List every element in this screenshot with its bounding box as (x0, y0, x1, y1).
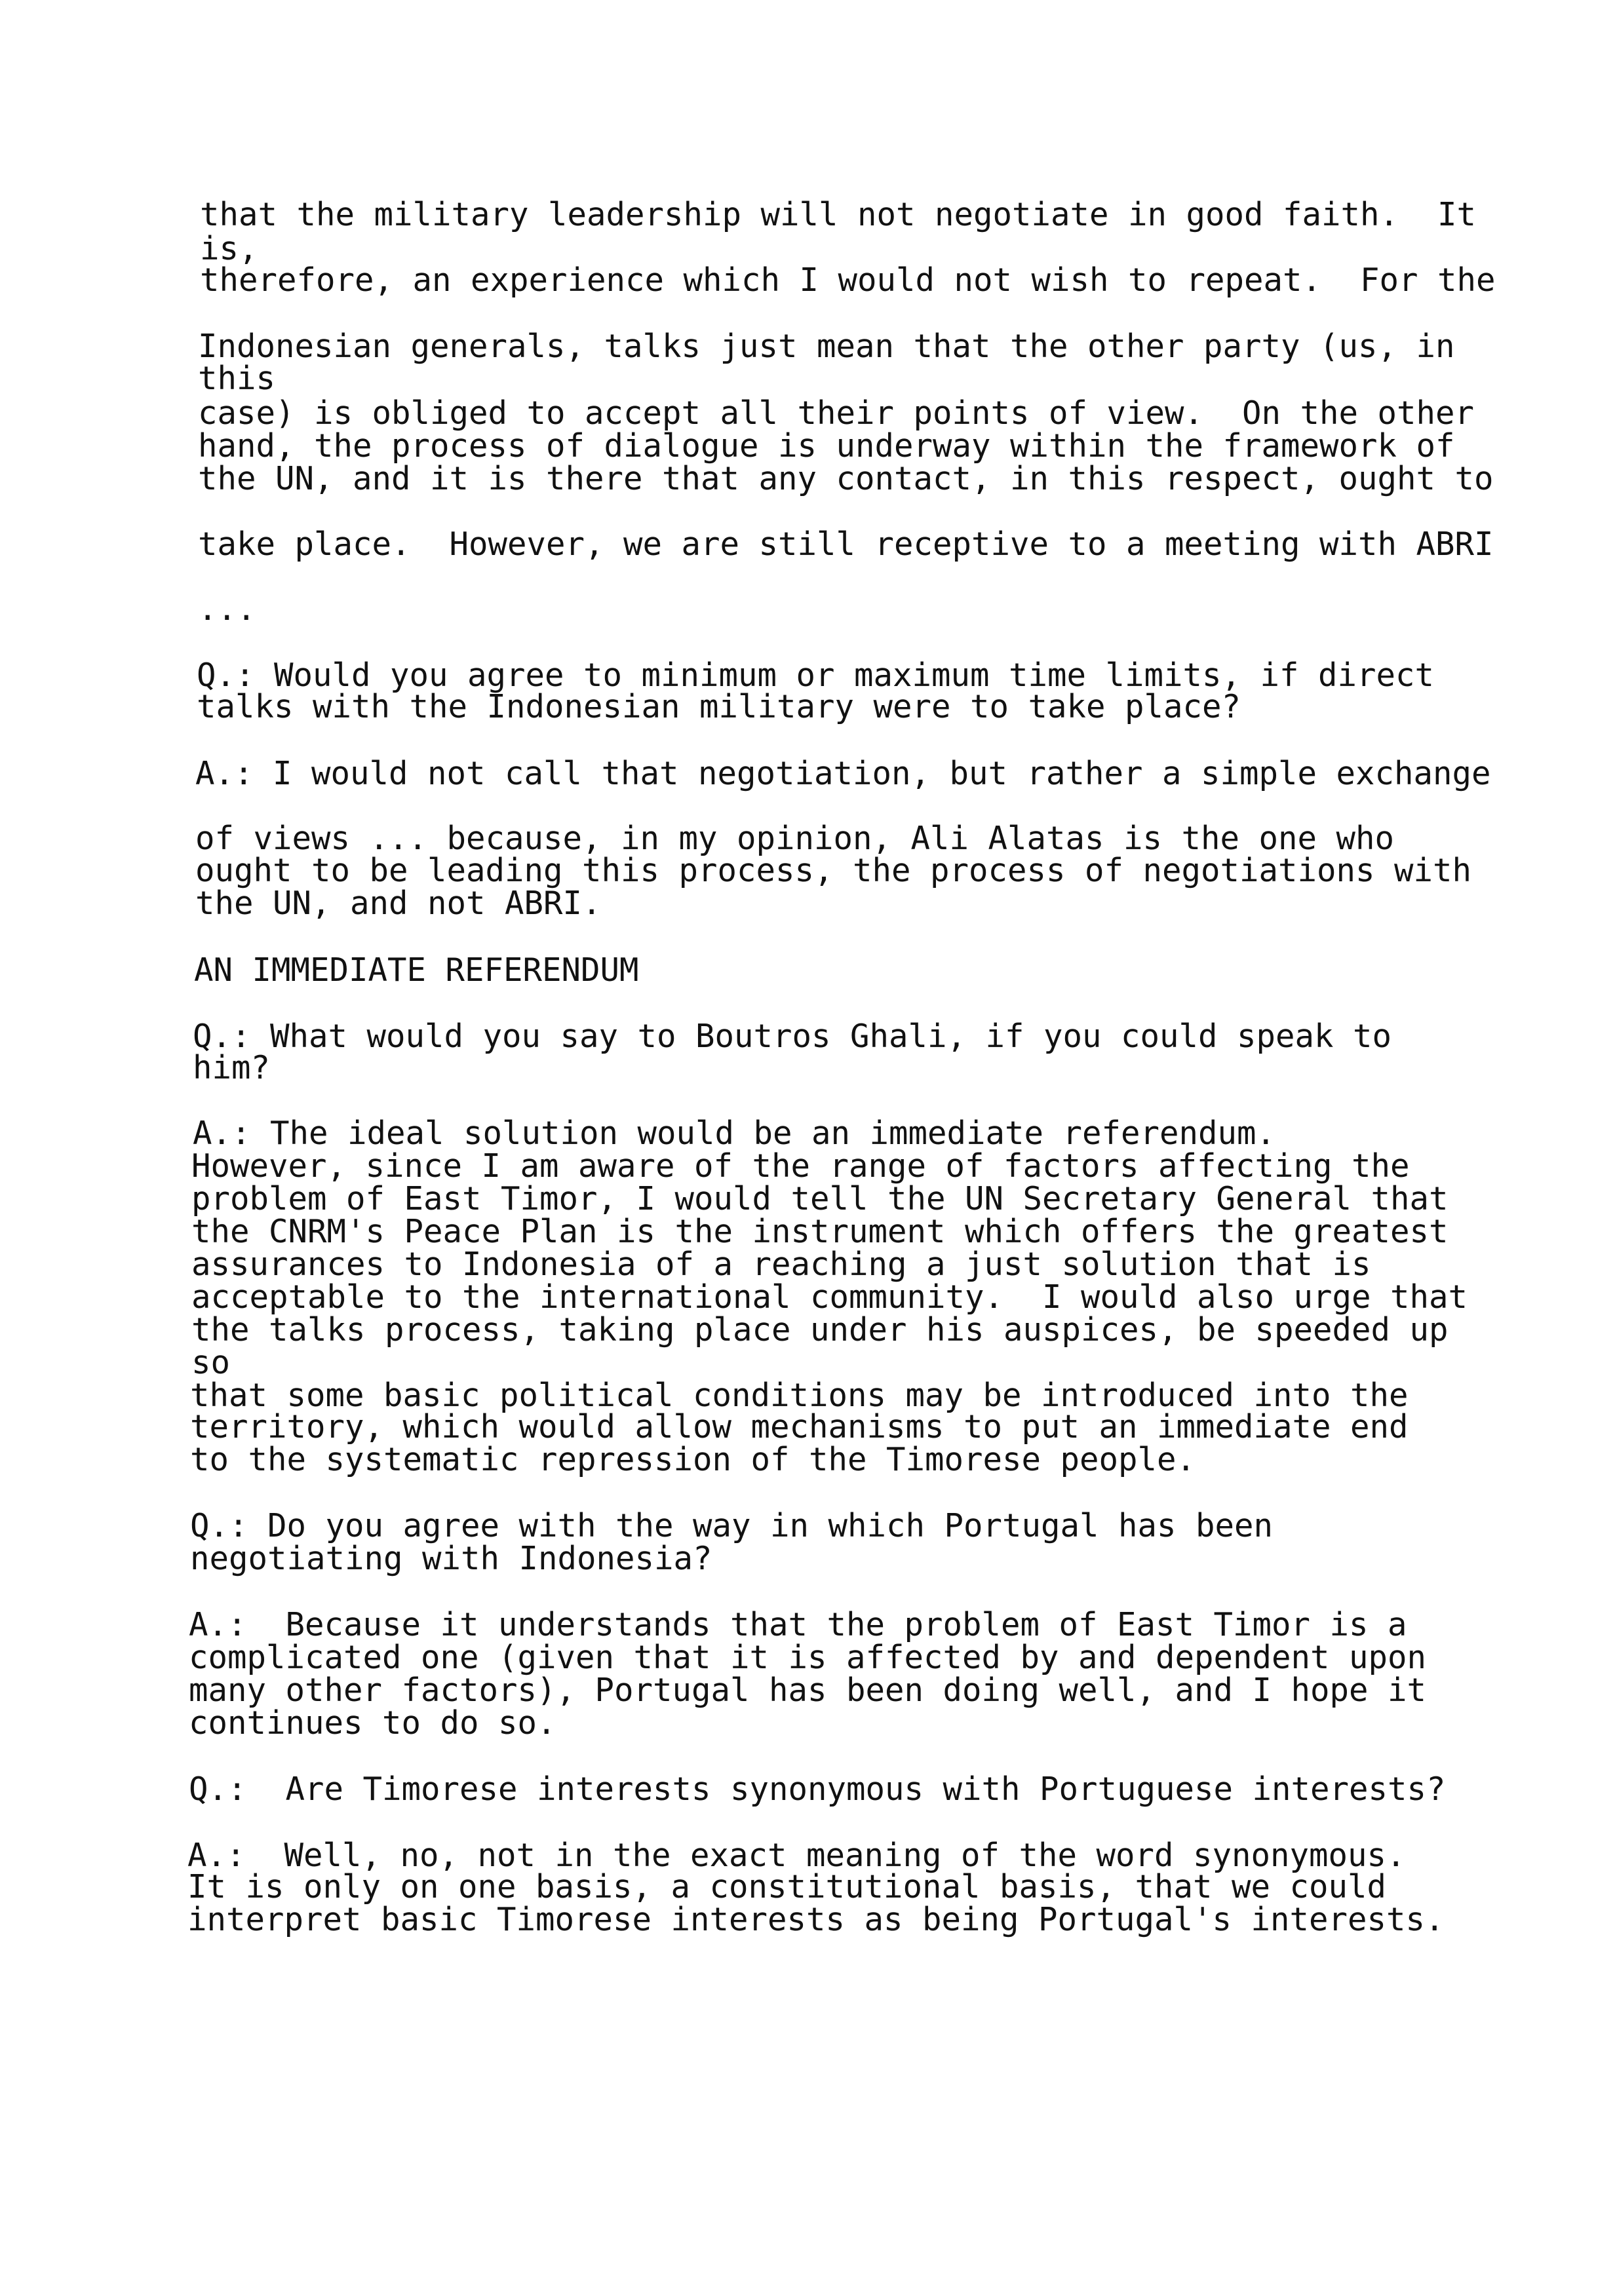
question-line: Q.: Do you agree with the way in which Portugal has been (190, 1507, 1274, 1544)
answer-line: ought to be leading this process, the process of negotiations with (195, 852, 1472, 889)
question-line: negotiating with Indonesia? (190, 1540, 712, 1577)
answer-line: the UN, and not ABRI. (195, 885, 602, 922)
answer-line: A.: Because it understands that the problem of East Timor is a (189, 1606, 1407, 1643)
answer-line: the CNRM's Peace Plan is the instrument which offers the greatest (191, 1213, 1449, 1250)
section-heading: AN IMMEDIATE REFERENDUM (194, 951, 639, 989)
text-line: this (198, 360, 276, 397)
answer-line: that some basic political conditions may be introduced into the (190, 1377, 1409, 1414)
answer-line: the talks process, taking place under his auspices, be speeded up (191, 1311, 1449, 1349)
answer-line: of views ... because, in my opinion, Ali Alatas is the one who (195, 820, 1395, 857)
text-line: case) is obliged to accept all their points of view. On the other (198, 394, 1475, 432)
answer-line: interpret basic Timorese interests as being Portugal's interests. (187, 1901, 1445, 1938)
text-line: ... (198, 590, 256, 628)
answer-line: A.: The ideal solution would be an immediate referendum. (193, 1115, 1276, 1152)
text-line: therefore, an experience which I would not wish to repeat. For the (200, 261, 1496, 299)
text-line: is, (200, 230, 258, 267)
question-line: Q.: Are Timorese interests synonymous with Portuguese interests? (189, 1770, 1446, 1808)
answer-line: territory, which would allow mechanisms to put an immediate end (190, 1408, 1409, 1445)
answer-line: problem of East Timor, I would tell the UN Secretary General that (191, 1180, 1449, 1217)
answer-line: assurances to Indonesia of a reaching a just solution that is (191, 1246, 1371, 1283)
text-line: Indonesian generals, talks just mean that the other party (us, in (198, 328, 1455, 365)
text-line: hand, the process of dialogue is underway within the framework of (198, 427, 1455, 465)
question-line: Q.: What would you say to Boutros Ghali, if you could speak to (193, 1018, 1392, 1055)
answer-line: to the systematic repression of the Timorese people. (190, 1441, 1196, 1478)
answer-line: many other factors), Portugal has been doing well, and I hope it (189, 1672, 1427, 1709)
question-line: talks with the Indonesian military were to take place? (197, 688, 1241, 725)
answer-line: complicated one (given that it is affected by and dependent upon (189, 1639, 1427, 1676)
answer-line: A.: Well, no, not in the exact meaning of the word synonymous. (187, 1837, 1406, 1874)
text-line: the UN, and it is there that any contact, in this respect, ought to (198, 460, 1494, 497)
answer-line: continues to do so. (189, 1704, 556, 1742)
text-line: take place. However, we are still receptive to a meeting with ABRI (198, 526, 1494, 563)
answer-line: However, since I am aware of the range of factors affecting the (191, 1147, 1410, 1185)
answer-line: It is only on one basis, a constitutional basis, that we could (187, 1868, 1387, 1905)
answer-line: so (191, 1344, 231, 1381)
answer-line: acceptable to the international community. I would also urge that (191, 1278, 1468, 1316)
text-line: that the military leadership will not negotiate in good faith. It (200, 196, 1477, 233)
answer-line: A.: I would not call that negotiation, but rather a simple exchange (195, 755, 1491, 792)
question-line: Q.: Would you agree to minimum or maximum time limits, if direct (197, 657, 1435, 694)
question-line: him? (193, 1049, 271, 1086)
